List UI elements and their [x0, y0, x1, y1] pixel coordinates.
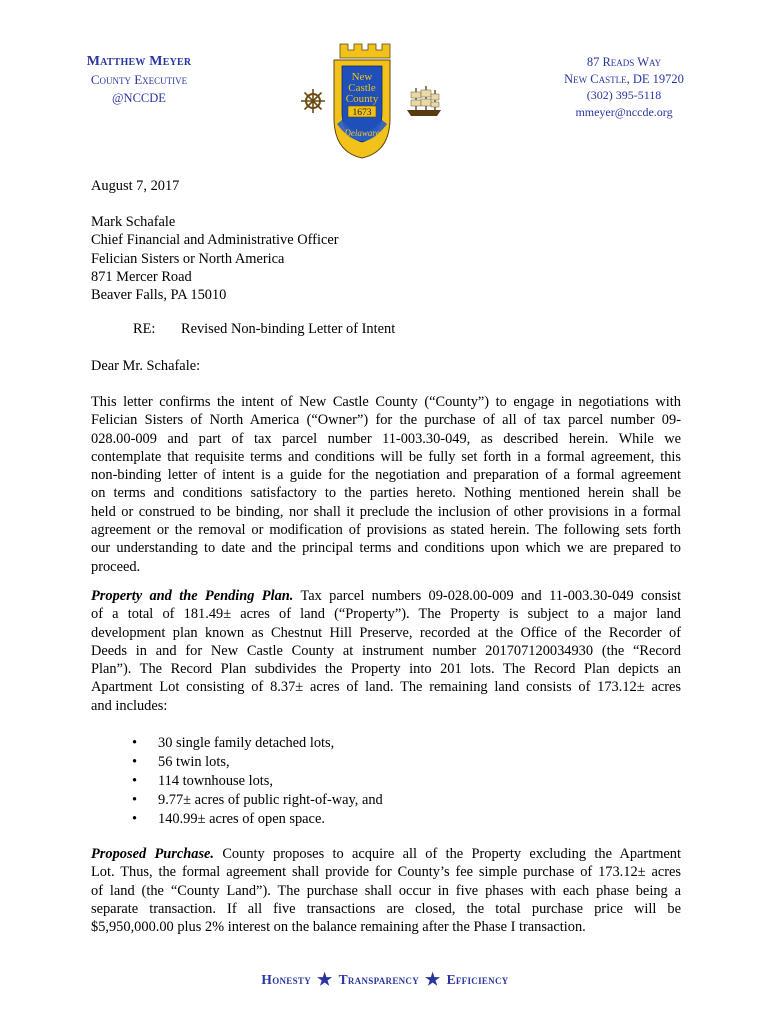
intro-line: contemplate that requisite terms and conditions will be fully set forth in a formal agreement, this [91, 448, 681, 465]
subject-label: RE: [133, 321, 156, 337]
property-line: Plan”). The Record Plan subdivides the Property into 201 lots. The Record Plan depicts an [91, 661, 681, 678]
footer-word-efficiency: Efficiency [446, 972, 509, 987]
executive-title: County Executive [90, 72, 188, 87]
recipient-organization: Felician Sisters or North America [91, 250, 285, 267]
purchase-line: $5,950,000.00 plus 2% interest on the balance remaining after the Phase I transaction. [91, 919, 586, 936]
intro-line: proceed. [91, 558, 141, 575]
recipient-title: Chief Financial and Administrative Officer [91, 232, 339, 249]
purchase-line: of land (the “County Land”). The purchase shall occur in five phases with each phase being a [91, 882, 681, 899]
purchase-first-line [91, 845, 681, 863]
footer-word-honesty: Honesty [261, 972, 312, 987]
executive-name: Matthew Meyer [86, 54, 192, 69]
recipient-city: Beaver Falls, PA 15010 [91, 287, 227, 304]
property-line: Deeds in and for New Castle County at instrument number 201707120034930 (the “Record [91, 642, 681, 659]
seal-state: Delaware [344, 128, 380, 138]
seal-line1: New [351, 71, 373, 83]
intro-line: on terms and conditions satisfactory to the parties hereto. Nothing mentioned herein shall be [91, 485, 681, 502]
list-item: • 30 single family detached lots, [120, 734, 383, 753]
purchase-line: separate transaction. If all five transactions are closed, the total purchase price will be [91, 900, 681, 917]
property-first-line [91, 587, 681, 605]
intro-line: held or construed to be binding, nor shall it preclude the inclusion of other provisions in a formal [91, 503, 681, 520]
subject-line [133, 321, 395, 338]
footer-word-transparency: Transparency [338, 972, 420, 987]
purchase-line: Lot. Thus, the formal agreement shall provide for County’s fee simple purchase of 173.12± acres [91, 864, 681, 881]
list-item: • 9.77± acres of public right-of-way, and [120, 791, 383, 810]
address-street: 87 Reads Way [586, 55, 662, 69]
seal-line3: County [345, 93, 379, 105]
intro-line: Felician Sisters of North America (“Owner”) for the purchase of all of tax parcel number 09- [91, 412, 681, 429]
phone-number: (302) 395-5118 [586, 88, 662, 102]
list-item: • 140.99± acres of open space. [120, 810, 383, 829]
recipient-name: Mark Schafale [91, 214, 176, 230]
property-line: and includes: [91, 697, 168, 714]
purchase-paragraph [91, 845, 681, 936]
intro-line: non-binding letter of intent is a guide for the negotiation and preparation of a formal agreement [91, 467, 681, 484]
star-icon: ★ [425, 970, 441, 989]
address-city: New Castle, DE 19720 [564, 71, 684, 86]
property-heading: Property and the Pending Plan. [91, 588, 294, 604]
property-line: Apartment Lot consisting of 8.37± acres of land. The remaining land consists of 173.12± acres [91, 679, 681, 696]
letter-date: August 7, 2017 [91, 178, 180, 194]
ship-icon [404, 84, 444, 118]
ship-wheel-icon [300, 88, 326, 114]
seal-line2: Castle [348, 82, 376, 94]
property-first-line-rest: Tax parcel numbers 09-028.00-009 and 11-003.30-049 consist [293, 588, 681, 604]
list-item: • 114 townhouse lots, [120, 772, 383, 791]
property-items-list [120, 734, 383, 829]
footer-motto [0, 969, 770, 989]
intro-line: our understanding to date and the principal terms and conditions upon which we are prepared to [91, 540, 681, 557]
email-address: mmeyer@nccde.org [575, 104, 673, 119]
subject-text: Revised Non-binding Letter of Intent [181, 321, 396, 337]
salutation: Dear Mr. Schafale: [91, 358, 201, 374]
social-handle: @NCCDE [112, 91, 166, 105]
recipient-street: 871 Mercer Road [91, 268, 192, 285]
list-item: • 56 twin lots, [120, 753, 383, 772]
intro-line: 028.00-009 and part of tax parcel number 11-003.30-049, as described herein. While we [91, 430, 681, 447]
property-line: development plan known as Chestnut Hill Preserve, recorded at the Office of the Recorder of [91, 624, 681, 641]
county-seal-icon [312, 40, 412, 162]
star-icon: ★ [317, 970, 333, 989]
recipient-block [91, 213, 681, 304]
purchase-first-line-rest: County proposes to acquire all of the Property excluding the Apartment [214, 846, 681, 862]
letterhead-right [544, 54, 704, 120]
intro-paragraph [91, 393, 681, 576]
intro-line: This letter confirms the intent of New Castle County (“County”) to engage in negotiations with [91, 394, 681, 410]
purchase-heading: Proposed Purchase. [91, 846, 215, 862]
letterhead-left [74, 53, 204, 107]
seal-year: 1673 [352, 108, 372, 118]
property-line: of a total of 181.49± acres of land (“Property”). The Property is subject to a major land [91, 606, 681, 623]
property-paragraph [91, 587, 681, 715]
intro-line: agreement or the removal or modification of provisions as stated herein. The following sets forth [91, 522, 681, 539]
